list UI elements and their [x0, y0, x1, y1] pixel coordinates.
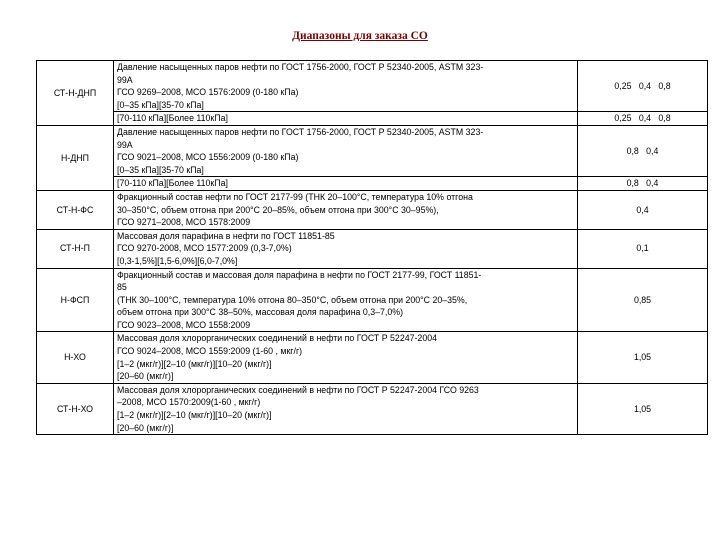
value-cell: 0,4	[578, 190, 708, 229]
description-line: ГСО 9021–2008, МСО 1556:2009 (0-180 кПа)	[117, 152, 299, 163]
value-cell: 0,1	[578, 229, 708, 268]
description-line: [0–35 кПа][35-70 кПа]	[117, 99, 204, 110]
description-line: [0–35 кПа][35-70 кПа]	[117, 164, 204, 175]
value-cell: 1,05	[578, 332, 708, 383]
value-cell: 0,8 0,4	[578, 125, 708, 176]
value-cell: 0,25 0,4 0,8	[578, 112, 708, 126]
sample-code-cell: Н-ХО	[37, 332, 114, 383]
description-line: ГСО 9270-2008, МСО 1577:2009 (0,3-7,0%)	[117, 243, 292, 254]
description-line: –2008, МСО 1570:2009(1-60 , мкг/г)	[117, 397, 261, 408]
table-row	[37, 190, 708, 229]
description-line: Массовая доля парафина в нефти по ГОСТ 11851-85	[117, 230, 335, 241]
description-line: [70-110 кПа][Более 110кПа]	[117, 178, 228, 189]
value-cell: 1,05	[578, 383, 708, 434]
table-row	[37, 177, 708, 191]
table-row	[37, 383, 708, 434]
description-line: ГСО 9271–2008, МСО 1578:2009	[117, 217, 251, 228]
value-cell: 0,85	[578, 268, 708, 332]
description-line: Массовая доля хлорорганических соединений в нефти по ГОСТ Р 52247-2004	[117, 333, 437, 344]
description-line: Массовая доля хлорорганических соединений в нефти по ГОСТ Р 52247-2004 ГСО 9263	[117, 384, 479, 395]
description-cell	[114, 177, 578, 191]
description-line: 85	[117, 282, 127, 293]
description-line: [70-110 кПа][Более 110кПа]	[117, 113, 228, 124]
description-line: ГСО 9024–2008, МСО 1559:2009 (1-60 , мкг/г)	[117, 346, 303, 357]
description-line: Фракционный состав и массовая доля парафина в нефти по ГОСТ 2177-99, ГОСТ 11851-	[117, 269, 482, 280]
description-cell	[114, 190, 578, 229]
sample-code-cell: Н-ДНП	[37, 125, 114, 190]
description-line: ГСО 9269–2008, МСО 1576:2009 (0-180 кПа)	[117, 87, 299, 98]
description-cell	[114, 229, 578, 268]
sample-code-cell: СТ-Н-ХО	[37, 383, 114, 434]
description-line: [20–60 (мкг/г)]	[117, 422, 174, 433]
sample-code-cell: СТ-Н-ФС	[37, 190, 114, 229]
description-line: 99А	[117, 74, 133, 85]
description-line: 30–350°С, объем отгона при 200°С 20–85%, объем отгона при 300°С 30–95%),	[117, 204, 439, 215]
table-row	[37, 125, 708, 176]
description-line: 99А	[117, 139, 133, 150]
description-cell	[114, 383, 578, 434]
sample-code-cell: СТ-Н-ДНП	[37, 61, 114, 126]
table-row	[37, 229, 708, 268]
sample-code-cell: Н-ФСП	[37, 268, 114, 332]
description-cell	[114, 61, 578, 112]
description-cell	[114, 332, 578, 383]
description-line: [20–60 (мкг/г)]	[117, 371, 174, 382]
table-row	[37, 268, 708, 332]
description-line: [0,3-1,5%][1,5-6,0%][6,0-7,0%]	[117, 255, 238, 266]
description-line: (ТНК 30–100°С, температура 10% отгона 80–350°С, объем отгона при 200°С 20–35%,	[117, 294, 468, 305]
description-line: Фракционный состав нефти по ГОСТ 2177-99 (ТНК 20–100°С, температура 10% отгона	[117, 191, 473, 202]
value-cell: 0,8 0,4	[578, 177, 708, 191]
description-cell	[114, 112, 578, 126]
description-line: Давление насыщенных паров нефти по ГОСТ 1756-2000, ГОСТ Р 52340-2005, ASTM 323-	[117, 126, 484, 137]
description-cell	[114, 268, 578, 332]
description-line: [1–2 (мкг/г)][2–10 (мкг/г)][10–20 (мкг/г)]	[117, 410, 272, 421]
ranges-table	[36, 60, 708, 435]
description-line: Давление насыщенных паров нефти по ГОСТ 1756-2000, ГОСТ Р 52340-2005, ASTM 323-	[117, 62, 484, 72]
page-title: Диапазоны для заказа СО	[292, 30, 428, 42]
description-line: объем отгона при 300°С 38–50%, массовая доля парафина 0,3–7,0%)	[117, 307, 403, 318]
table-row	[37, 112, 708, 126]
table-row	[37, 61, 708, 112]
description-cell	[114, 125, 578, 176]
description-line: [1–2 (мкг/г)][2–10 (мкг/г)][10–20 (мкг/г)]	[117, 358, 272, 369]
table-row	[37, 332, 708, 383]
description-line: ГСО 9023–2008, МСО 1558:2009	[117, 319, 251, 330]
value-cell: 0,25 0,4 0,8	[578, 61, 708, 112]
sample-code-cell: СТ-Н-П	[37, 229, 114, 268]
